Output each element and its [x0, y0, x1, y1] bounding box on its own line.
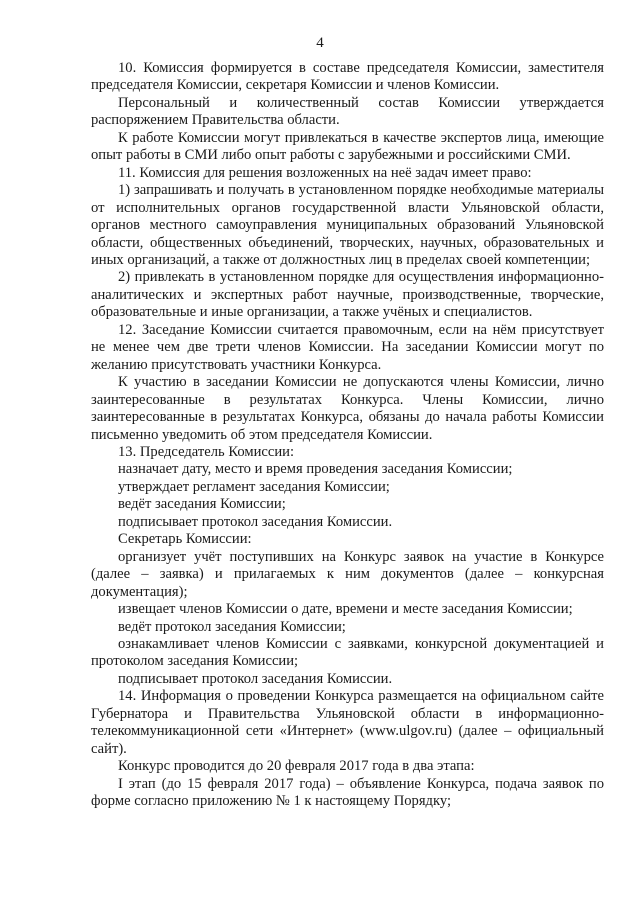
list-item-chair-2: утверждает регламент заседания Комиссии;: [118, 478, 390, 495]
page-number: 4: [316, 35, 324, 51]
list-item-secretary-1: организует учёт поступивших на Конкурс заявок на участие в Конкурсе (далее – заявка) и прилагаемых к ним документов (далее – конкурсная документация);: [91, 548, 604, 600]
paragraph-11: 11. Комиссия для решения возложенных на неё задач имеет право:: [118, 164, 532, 181]
paragraph-12: 12. Заседание Комиссии считается правомочным, если на нём присутствует не менее чем две трети членов Комиссии. На заседании Комиссии могут по желанию присутствовать участники Конкурса.: [91, 321, 604, 373]
list-item-secretary-5: подписывает протокол заседания Комиссии.: [118, 670, 393, 687]
paragraph-composition: Персональный и количественный состав Комиссии утверждается распоряжением Правительства области.: [91, 94, 604, 129]
list-item-11-2: 2) привлекать в установленном порядке для осуществления информационно-аналитических и экспертных работ научные, производственные, творческие, образовательные и иные организации, а также учёных и специалистов.: [91, 269, 604, 321]
list-item-secretary-4: ознакамливает членов Комиссии с заявками, конкурсной документацией и протоколом заседания Комиссии;: [91, 635, 604, 670]
paragraph-conflict-of-interest: К участию в заседании Комиссии не допускаются члены Комиссии, лично заинтересованные в результатах Конкурса. Члены Комиссии, лично заинтересованные в результатах Конкурса, обязаны до начала работы Комиссии письменно уведомить об этом председателя Комиссии.: [91, 374, 604, 443]
list-item-11-1: 1) запрашивать и получать в установленном порядке необходимые материалы от исполнительных органов государственной власти Ульяновской области, органов местного самоуправления муниципальных образований Ульяновской области, общественных объединений, творческих, научных, образовательных и иных организаций, а также от должностных лиц в пределах своей компетенции;: [91, 182, 604, 268]
document-body: [91, 60, 604, 810]
list-item-secretary-3: ведёт протокол заседания Комиссии;: [118, 618, 346, 635]
list-item-secretary-2: извещает членов Комиссии о дате, времени и месте заседания Комиссии;: [118, 601, 573, 618]
paragraph-10: 10. Комиссия формируется в составе председателя Комиссии, заместителя председателя Комиссии, секретаря Комиссии и членов Комиссии.: [91, 60, 604, 94]
paragraph-secretary: Секретарь Комиссии:: [118, 531, 252, 548]
paragraph-stages: Конкурс проводится до 20 февраля 2017 года в два этапа:: [118, 758, 475, 775]
list-item-chair-1: назначает дату, место и время проведения заседания Комиссии;: [118, 461, 513, 478]
paragraph-14: 14. Информация о проведении Конкурса размещается на официальном сайте Губернатора и Правительства Ульяновской области в информационно-телекоммуникационной сети «Интернет» (www.ulgov.ru) (далее – официальный сайт).: [91, 688, 604, 757]
list-item-chair-3: ведёт заседания Комиссии;: [118, 496, 286, 513]
paragraph-experts: К работе Комиссии могут привлекаться в качестве экспертов лица, имеющие опыт работы в СМИ либо опыт работы с зарубежными и российскими СМИ.: [91, 129, 604, 164]
list-item-chair-4: подписывает протокол заседания Комиссии.: [118, 513, 393, 530]
list-item-stage-1: I этап (до 15 февраля 2017 года) – объявление Конкурса, подача заявок по форме согласно приложению № 1 к настоящему Порядку;: [91, 775, 604, 810]
paragraph-13: 13. Председатель Комиссии:: [118, 443, 295, 460]
